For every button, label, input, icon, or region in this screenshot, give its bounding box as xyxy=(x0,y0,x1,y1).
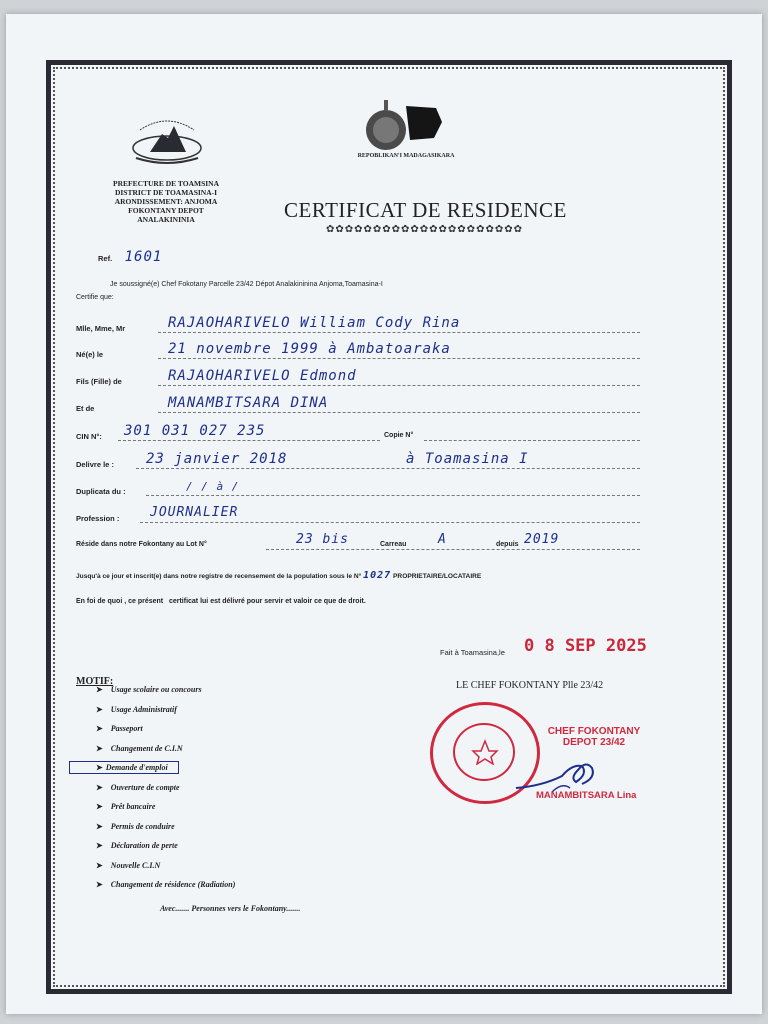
motif-item: ➤ Changement de C.I.N xyxy=(96,744,235,764)
issued-date: 23 janvier 2018 xyxy=(146,451,288,467)
chef-name: MANAMBITSARA Lina xyxy=(536,790,637,801)
and-of-value: MANAMBITSARA DINA xyxy=(168,395,329,411)
document-title: CERTIFICAT DE RESIDENCE xyxy=(284,198,567,222)
cin-value: 301 031 027 235 xyxy=(124,423,266,439)
prefecture-block xyxy=(86,179,246,224)
name-value: RAJAOHARIVELO William Cody Rina xyxy=(168,315,461,331)
motif-item: ➤ Permis de conduire xyxy=(96,822,235,842)
issued-place: à Toamasina I xyxy=(406,451,529,467)
emblem-caption: REPOBLIKAN'I MADAGASIKARA xyxy=(357,153,455,159)
fait-label: Fait à Toamasina,le xyxy=(440,648,505,657)
prefecture-line: ARONDISSEMENT: ANJOMA xyxy=(114,197,218,206)
ref-row xyxy=(98,248,162,266)
duplicata-label: Duplicata du : xyxy=(76,487,126,496)
motif-item: ➤ Prêt bancaire xyxy=(96,802,235,822)
motif-item: ➤ Nouvelle C.I.N xyxy=(96,861,235,881)
carreau-label: Carreau xyxy=(380,541,407,548)
foi-statement: En foi de quoi , ce présent certificat lui est délivré pour servir et valoir ce que de droit. xyxy=(76,598,366,605)
motif-item: ➤ Ouverture de compte xyxy=(96,783,235,803)
duplicata-value: / / à / xyxy=(186,480,240,493)
ref-value: 1601 xyxy=(124,249,163,265)
intro-line: Je soussigné(e) Chef Fokotany Parcelle 23/42 Dépot Analakininina Anjoma,Toamasina-I xyxy=(110,281,383,288)
motif-item: ➤ Usage Administratif xyxy=(96,705,235,725)
reside-label: Réside dans notre Fokontany au Lot N° xyxy=(76,541,207,548)
cin-label: CIN N°: xyxy=(76,432,102,441)
prefecture-line: DISTRICT DE TOAMASINA-I xyxy=(114,188,218,197)
prefecture-line: FOKONTANY DEPOT xyxy=(128,206,204,215)
son-of-value: RAJAOHARIVELO Edmond xyxy=(168,368,357,384)
registre-line xyxy=(76,570,481,581)
profession-label: Profession : xyxy=(76,514,120,523)
chef-stamp-text xyxy=(546,726,642,748)
title-ornament: ✿✿✿✿✿✿✿✿✿✿✿✿✿✿✿✿✿✿✿✿✿ xyxy=(326,224,523,235)
motif-item: ➤ Passeport xyxy=(96,724,235,744)
born-value: 21 novembre 1999 à Ambatoaraka xyxy=(168,341,451,357)
profession-value: JOURNALIER xyxy=(150,505,239,520)
depuis-value: 2019 xyxy=(524,532,560,547)
motif-last-line: Avec....... Personnes vers le Fokontany....... xyxy=(160,904,301,913)
madagascar-emblem xyxy=(326,94,486,164)
registre-text: Jusqu'à ce jour et inscrit(e) dans notre registre de recensement de la population sous le N° xyxy=(76,573,362,580)
born-label: Né(e) le xyxy=(76,350,104,359)
prefecture-line: ANALAKININIA xyxy=(137,215,195,224)
stamp-line-1: CHEF FOKONTANY xyxy=(547,726,641,737)
date-stamp: 0 8 SEP 2025 xyxy=(524,636,647,656)
reside-lot: 23 bis xyxy=(296,532,349,547)
registre-number: 1027 xyxy=(363,570,392,581)
motif-list xyxy=(96,685,235,900)
issued-label: Delivre le : xyxy=(76,460,114,469)
prefecture-line: PREFECTURE DE TOAMSINA xyxy=(113,179,219,188)
ref-label: Ref. xyxy=(98,254,113,263)
stamp-line-2: DEPOT 23/42 xyxy=(562,737,626,748)
document-page xyxy=(6,14,762,1014)
and-of-label: Et de xyxy=(76,404,95,413)
motif-item: ➤ Déclaration de perte xyxy=(96,841,235,861)
name-label: Mlle, Mme, Mr xyxy=(76,324,126,333)
motif-item: ➤ Changement de résidence (Radiation) xyxy=(96,880,235,900)
fokontany-logo xyxy=(122,108,212,168)
carreau-value: A xyxy=(438,532,447,547)
chef-title: LE CHEF FOKONTANY Plle 23/42 xyxy=(456,680,604,691)
motif-item-selected: ➤ Demande d'emploi xyxy=(96,763,235,783)
intro-certifie: Certifie que: xyxy=(76,294,114,301)
copie-label: Copie N° xyxy=(384,432,414,439)
son-of-label: Fils (Fille) de xyxy=(76,377,122,386)
registre-status: PROPRIETAIRE/LOCATAIRE xyxy=(393,573,482,580)
motif-heading: MOTIF: xyxy=(76,676,114,687)
depuis-label: depuis xyxy=(496,541,519,548)
motif-item: ➤ Usage scolaire ou concours xyxy=(96,685,235,705)
